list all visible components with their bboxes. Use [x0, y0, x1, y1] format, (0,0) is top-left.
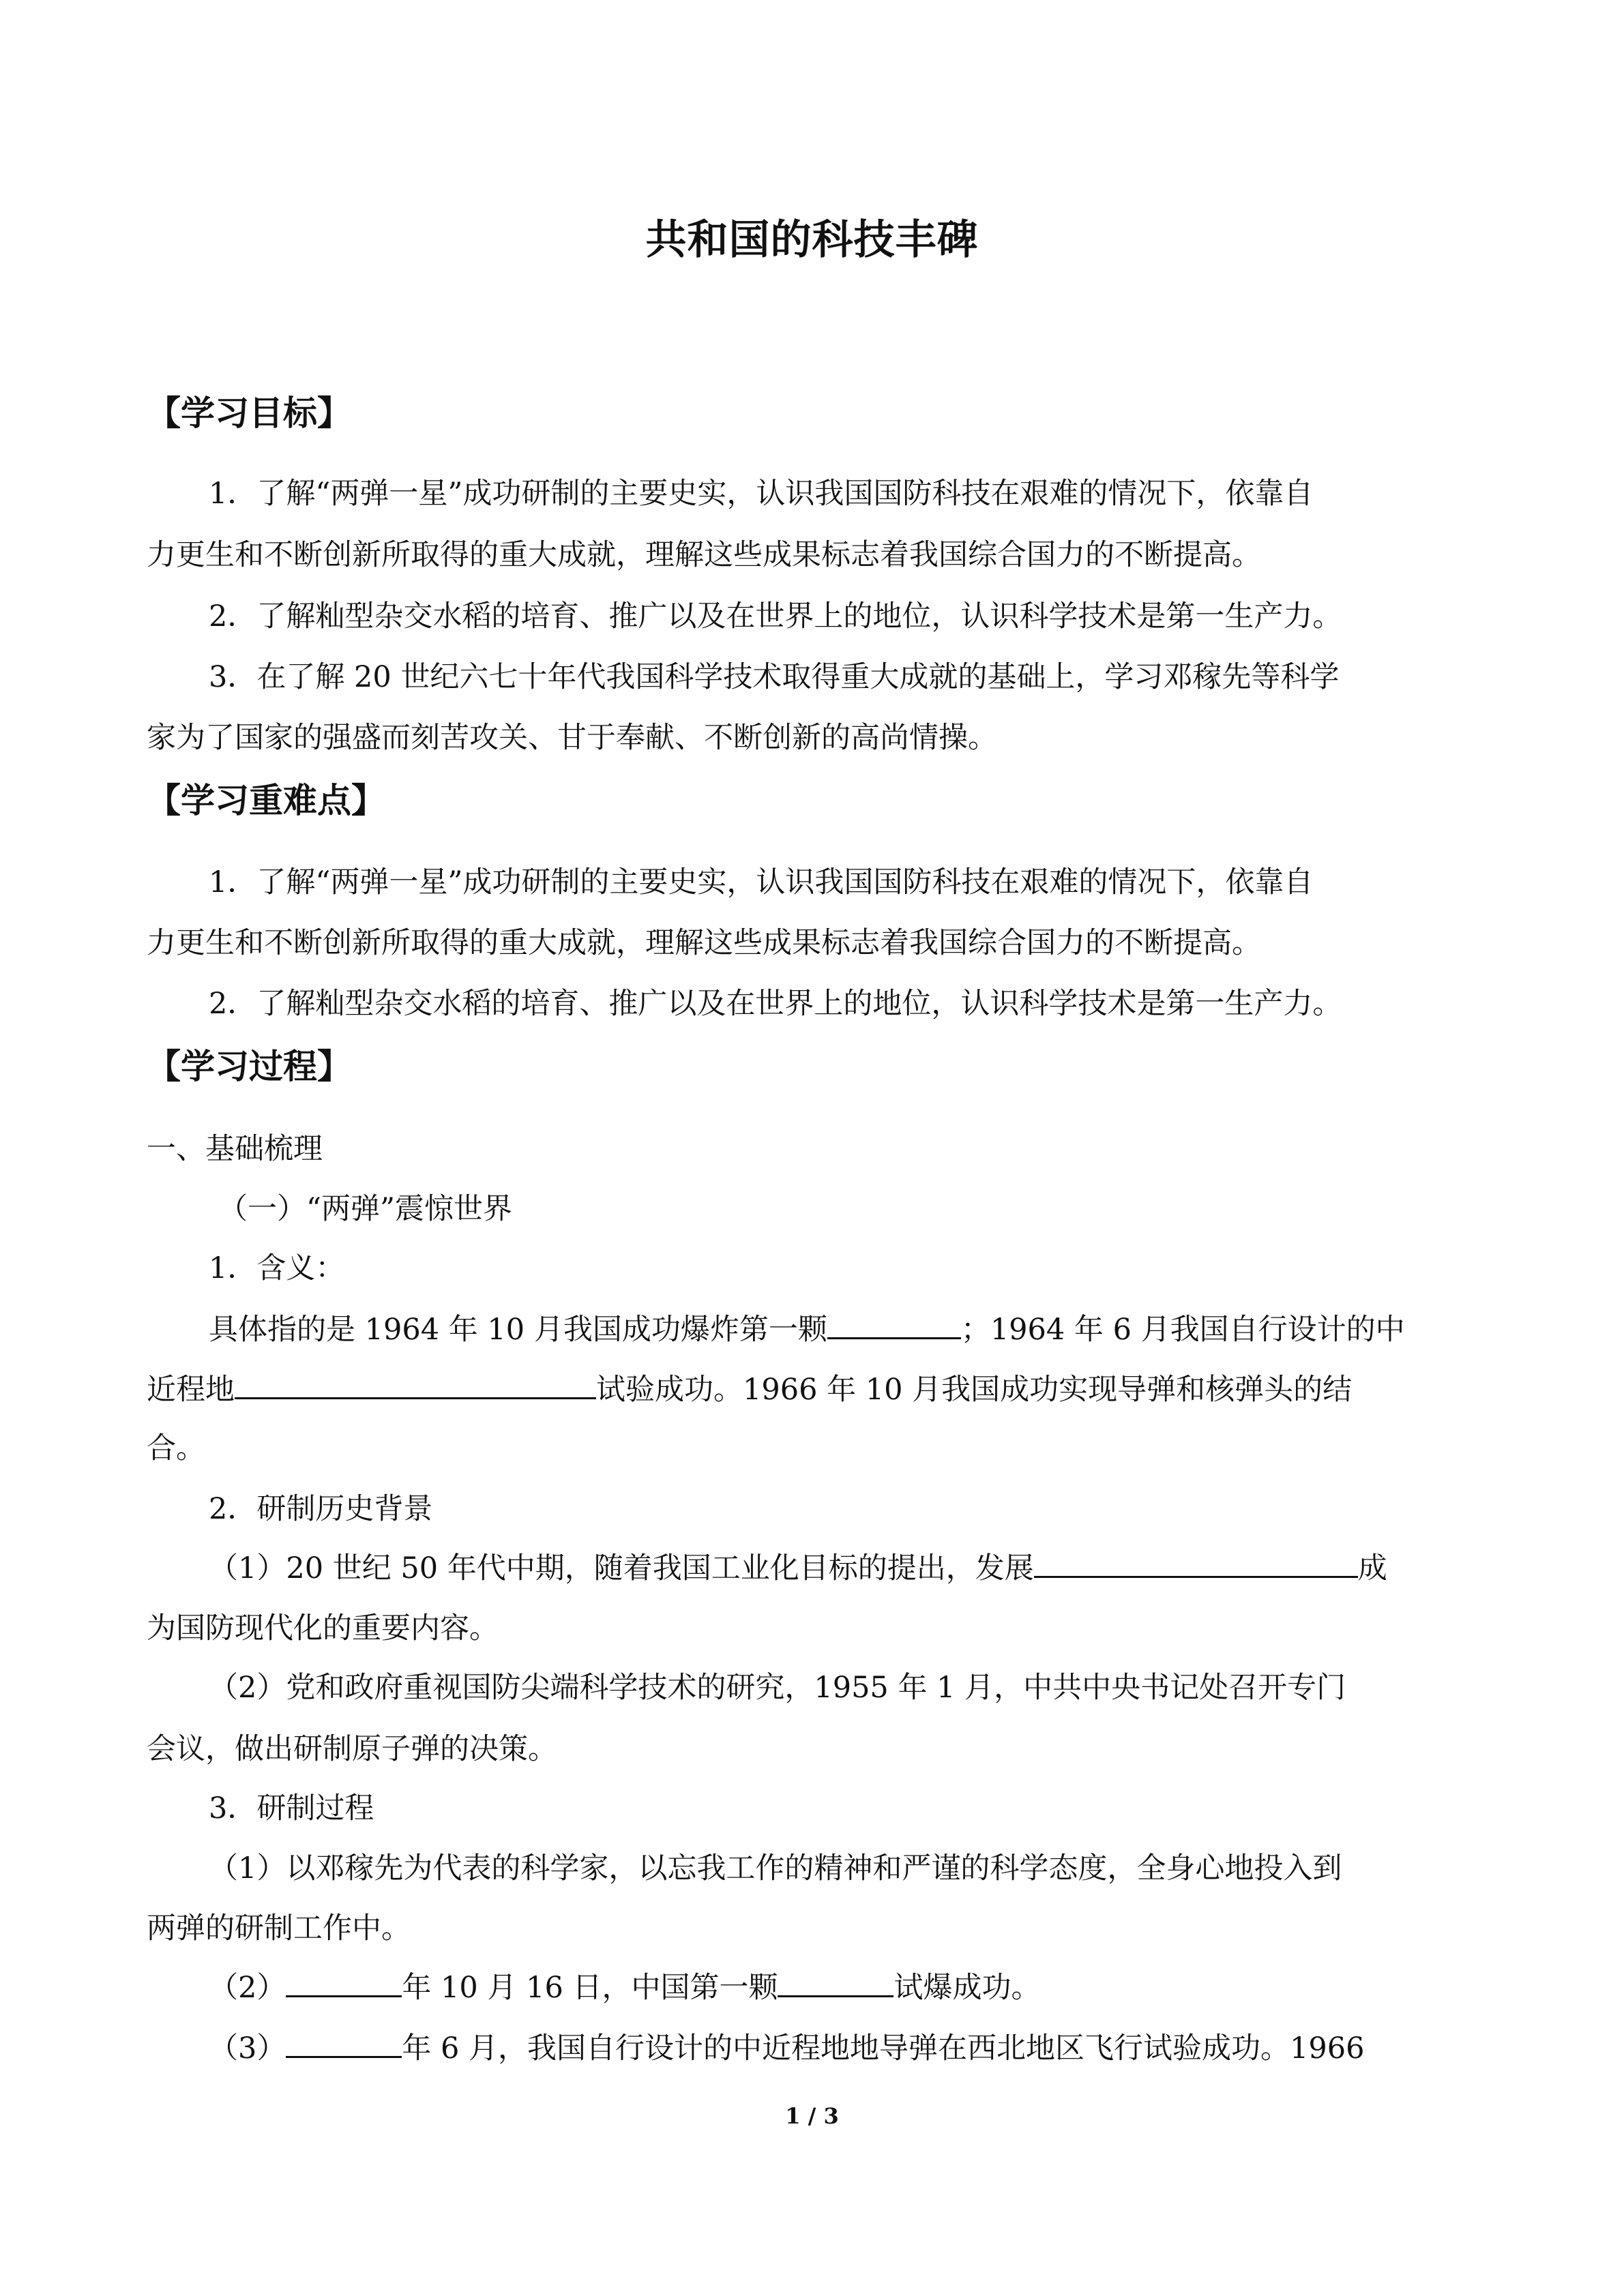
meaning-text-b: ；1964 年 6 月我国自行设计的中 — [960, 1313, 1405, 1347]
development-1-line-1: （1）以邓稼先为代表的科学家，以忘我工作的精神和严谨的科学态度，全身心地投入到 — [209, 1851, 1342, 1885]
goal-1-line-1: 1．了解“两弹一星”成功研制的主要史实，认识我国国防科技在艰难的情况下，依靠自 — [209, 477, 1314, 511]
fill-blank-bomb-type[interactable] — [778, 1968, 894, 1997]
development-3-text-a: （3） — [209, 2031, 286, 2066]
document-title: 共和国的科技丰碑 — [645, 216, 979, 264]
fill-blank-year-1[interactable] — [286, 1968, 402, 1997]
meaning-text-d: 试验成功。1966 年 10 月我国成功实现导弹和核弹头的结 — [596, 1373, 1353, 1407]
fill-blank-year-2[interactable] — [286, 2029, 402, 2058]
meaning-line-2 — [147, 1369, 1352, 1410]
development-2-text-c: 试爆成功。 — [894, 1971, 1041, 2005]
page-number: 1 / 3 — [785, 2103, 839, 2129]
development-2-line — [209, 1967, 1040, 2008]
key-point-1-line-1: 1．了解“两弹一星”成功研制的主要史实，认识我国国防科技在艰难的情况下，依靠自 — [209, 865, 1314, 899]
development-3-line — [209, 2028, 1365, 2069]
goal-1-line-2: 力更生和不断创新所取得的重大成就，理解这些成果标志着我国综合国力的不断提高。 — [147, 538, 1261, 572]
background-2-line-2: 会议，做出研制原子弹的决策。 — [147, 1732, 557, 1766]
meaning-text-c: 近程地 — [147, 1373, 235, 1407]
section-heading-process: 【学习过程】 — [147, 1047, 351, 1086]
goal-3-line-2: 家为了国家的强盛而刻苦攻关、甘于奉献、不断创新的高尚情操。 — [147, 721, 997, 755]
subsection-1-title: （一）“两弹”震惊世界 — [218, 1192, 512, 1226]
background-label: 2．研制历史背景 — [209, 1492, 433, 1526]
key-point-2: 2．了解籼型杂交水稻的培育、推广以及在世界上的地位，认识科学技术是第一生产力。 — [209, 987, 1342, 1021]
fill-blank-atomic-bomb[interactable] — [827, 1310, 961, 1339]
background-1-line-1 — [209, 1548, 1387, 1589]
fill-blank-defense-tech[interactable] — [1034, 1549, 1358, 1578]
background-1-text-a: （1）20 世纪 50 年代中期，随着我国工业化目标的提出，发展 — [209, 1551, 1034, 1585]
development-2-text-a: （2） — [209, 1971, 286, 2005]
background-1-text-b: 成 — [1357, 1551, 1387, 1585]
goal-3-line-1: 3．在了解 20 世纪六七十年代我国科学技术取得重大成就的基础上，学习邓稼先等科学 — [209, 660, 1340, 694]
meaning-line-1 — [209, 1309, 1405, 1350]
development-1-line-2: 两弹的研制工作中。 — [147, 1911, 411, 1945]
section-heading-goals: 【学习目标】 — [147, 393, 351, 433]
development-3-text-b: 年 6 月，我国自行设计的中近程地地导弹在西北地区飞行试验成功。1966 — [402, 2031, 1365, 2066]
meaning-text-a: 具体指的是 1964 年 10 月我国成功爆炸第一颗 — [209, 1313, 827, 1347]
background-1-line-2: 为国防现代化的重要内容。 — [147, 1611, 499, 1645]
goal-2: 2．了解籼型杂交水稻的培育、推广以及在世界上的地位，认识科学技术是第一生产力。 — [209, 599, 1342, 633]
part-1-title: 一、基础梳理 — [147, 1132, 323, 1166]
background-2-line-1: （2）党和政府重视国防尖端科学技术的研究，1955 年 1 月，中共中央书记处召开专门 — [209, 1671, 1346, 1705]
fill-blank-missile[interactable] — [235, 1370, 596, 1399]
meaning-label: 1．含义： — [209, 1251, 345, 1285]
development-label: 3．研制过程 — [209, 1791, 374, 1825]
section-heading-key-points: 【学习重难点】 — [147, 781, 385, 820]
development-2-text-b: 年 10 月 16 日，中国第一颗 — [402, 1971, 778, 2005]
key-point-1-line-2: 力更生和不断创新所取得的重大成就，理解这些成果标志着我国综合国力的不断提高。 — [147, 926, 1261, 960]
meaning-line-3: 合。 — [147, 1431, 205, 1465]
